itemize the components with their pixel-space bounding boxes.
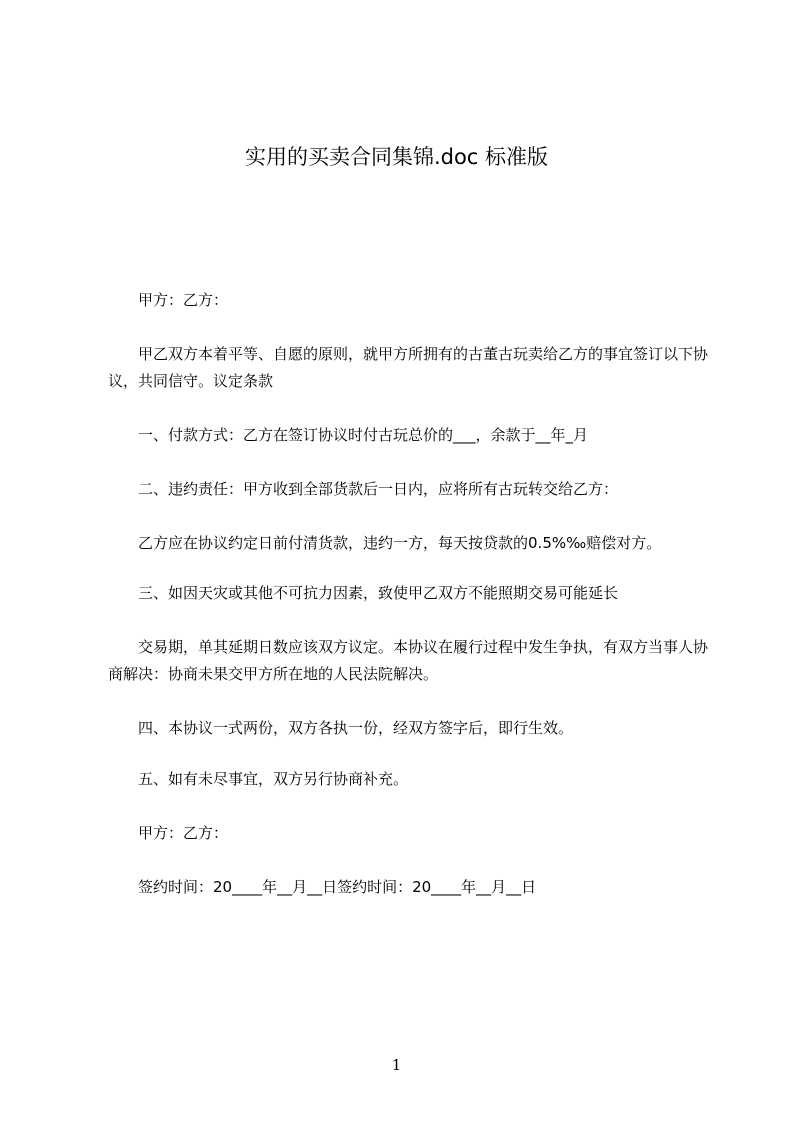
clause-payment: 一、付款方式：乙方在签订协议时付古玩总价的___，余款于__年_月 (138, 426, 589, 444)
clause-force-majeure-detail: 交易期，单其延期日数应该双方议定。本协议在履行过程中发生争执，有双方当事人协商解决：协商未果交甲方所在地的人民法院解决。 (108, 638, 709, 683)
signing-date-line: 签约时间：20____年__月__日签约时间：20____年__月__日 (138, 878, 537, 896)
party-line-top: 甲方：乙方： (138, 291, 229, 309)
clause-liability: 二、违约责任：甲方收到全部货款后一日内，应将所有古玩转交给乙方： (138, 480, 619, 498)
clause-force-majeure: 三、如因天灾或其他不可抗力因素，致使甲乙双方不能照期交易可能延长 (138, 584, 619, 602)
preamble-paragraph: 甲乙双方本着平等、自愿的原则，就甲方所拥有的古董古玩卖给乙方的事宜签订以下协议，共同信守。议定条款 (108, 345, 709, 390)
clause-liability-detail: 乙方应在协议约定日前付清货款，违约一方，每天按贷款的0.5%‰赔偿对方。 (138, 534, 662, 552)
page-number: 1 (391, 1056, 402, 1074)
clause-copies: 四、本协议一式两份，双方各执一份，经双方签字后，即行生效。 (138, 719, 574, 737)
document-title: 实用的买卖合同集锦.doc 标准版 (244, 145, 549, 169)
clause-supplement: 五、如有未尽事宜，双方另行协商补充。 (138, 770, 409, 788)
party-line-bottom: 甲方：乙方： (138, 824, 229, 842)
